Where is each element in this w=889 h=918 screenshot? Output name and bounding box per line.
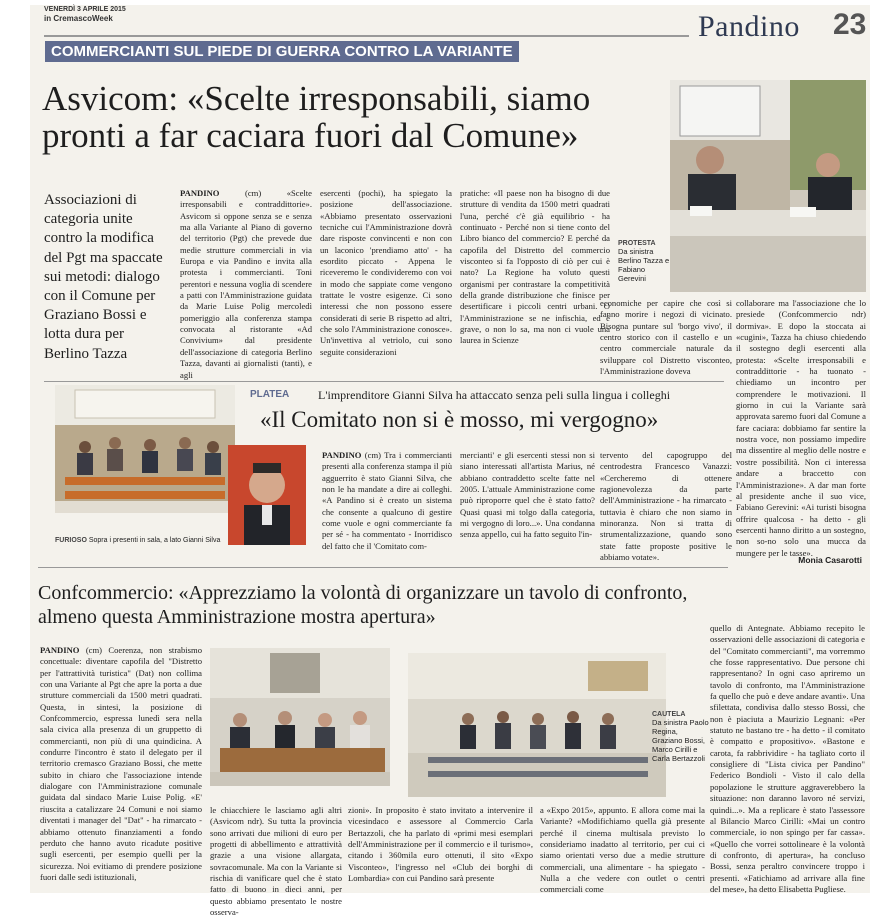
masthead-rule <box>44 35 689 37</box>
story-subhead: L'imprenditore Gianni Silva ha attaccato senza peli sulla lingua i colleghi <box>318 388 671 402</box>
photo-caption-cautela <box>652 711 710 763</box>
author-signature: Monia Casarotti <box>798 555 862 565</box>
caption-text: Sopra i presenti in sala, a lato Gianni Silva <box>88 537 221 544</box>
page-number: 23 <box>833 8 867 41</box>
press-conference-photo <box>670 80 866 292</box>
story-tag: PLATEA <box>250 389 290 400</box>
dateline: PANDINO <box>180 188 220 198</box>
column-text: (cm) Coerenza, non strabismo concettuale: diventare capofila del "Distretto per l'attrattività turistica" (Dat) non collima con una Variante al Pgt che apre la porta a due strutture commerciali da 1500 metri quadrati. Questa, in sintesi, la posizione di Confcommercio, espressa lunedì sera nella sala civica alla presenza di un gruppetto di commercianti, non più di una quindicina. A condurre l'incontro è stato il delegato per il territorio cremasco Graziano Bossi, che mette subito in chiaro che l'associazione intende dialogare con l'Amministrazione comunale guidata dal sindaco Marie Luise Polig. «E' riuscita a catalizzare 24 Comuni e noi siamo diventati i manager del "Dat" - ha rimarcato - abbiamo ottenuto finanziamenti a fondo perduto che hanno avuto ricadute positive sugli esercenti, per esempio quelli per la sicurezza. Noi evitiamo di prendere posizione fuori dalle sedi istituzionali, <box>40 645 202 882</box>
story2-headline: «Il Comitato non si è mosso, mi vergogno» <box>260 407 659 432</box>
article-column: economiche per capire che così si fanno morire i negozi di vicinato. Bisogna puntare sul 'borgo vivo', il centro storico con il castello e un centro commerciale naturale da sviluppare col Distretto visconteo, l'Amministrazione doveva <box>600 298 732 377</box>
dateline: PANDINO <box>322 450 362 460</box>
article-column: quello di Antegnate. Abbiamo recepito le osservazioni delle associazioni di categoria e del "Comitato commercianti", ma vorremmo che fosse rappresentativo. Due persone chi rappresentano? In ogni caso apriremo un tavolo di confronto, ma l'Amministrazione fa quello che può e deve andare avanti». Una sfilettata, condivisa dallo stesso Bossi, che non è piaciuta a Maurizio Legnani: «Per statuto ne bastano tre - ha detto - il comitato è compatto e propositivo». «Bastone e carota, fa rabbrividire - ha tagliato corto il consigliere di "Lista civica per Pandino" Federico Bondioli - Visto il calo della popolazione le strutture aggraverebbero la situazione: non daranno lavoro né servizi, quindi...». Ma a replicare è stato l'assessore al Bilancio Marco Cirilli: «Mai un contro commerciale, io non spingo per far cassa». «Quello che vorrei sottolineare è la volontà di confronto, di apertura», ha concluso Bossi, senza peraltro convincere troppo i presenti. «Fatichiamo ad arrivare alla fine del mese», ha detto Elisabetta Pugliese. <box>710 623 865 894</box>
article-column: collaborare ma l'associazione che lo presiede (Confcommercio ndr) dormiva». E dopo la stoccata ai «cugini», Tazza ha chiuso chiedendo il sostegno degli esercenti alla protesta: «Scelte irresponsabili e contraddittorie - ha tuonato - chiediamo un incontro per comprendere le motivazioni. Il giorno in cui la Variante sarà approvata saremo fuori dal Comune a fare caciara: dobbiamo far sentire la nostra voce, non possiamo impedire ma dissentire al meglio delle nostre e vostre possibilità. Non ci interessa andare a braccetto con l'Amministrazione». A dar man forte al presidente anche il suo vice, Fabiano Gerevini: «Ai turisti bisogna offrire qualcosa - ha detto - gli esercenti hanno diritto a un sostegno, non so-no solo una mucca da mungere per le tasse». <box>736 298 866 558</box>
newspaper-page <box>30 5 870 918</box>
main-headline: Asvicom: «Scelte irresponsabili, siamo pronti a far caciara fuori dal Comune» <box>42 79 591 155</box>
article-column: zioni». In proposito è stato invitato a intervenire il vicesindaco e assessore al Commercio Carla Bertazzoli, che ha parlato di «primi mesi esemplari dell'Amministrazione per il commercio e il turismo», citando i 360mila euro ottenuti, il sito «Expo Visconteo», l'ingresso nel «Club dei borghi di Lombardia» con cui Pandino sarà presente <box>348 805 533 884</box>
kicker: COMMERCIANTI SUL PIEDE DI GUERRA CONTRO LA VARIANTE <box>45 41 519 62</box>
dateline: PANDINO <box>40 645 80 655</box>
caption-label: PROTESTA <box>618 240 656 247</box>
caption-text: Da sinistra Berlino Tazza e Fabiano Gerevini <box>618 247 670 283</box>
story3-headline: Confcommercio: «Apprezziamo la volontà di organizzare un tavolo di confronto, almeno questa Amministrazione mostra apertura» <box>38 582 688 628</box>
article-column <box>322 450 452 560</box>
article-column <box>180 188 312 380</box>
column-text: (cm) «Scelte irresponsabili e contraddittorie». Asvicom si oppone senza se e senza ma alla Variante al Piano di governo del territorio (Pgt) che prevede due medie strutture commerciali in via Europa e via Pandino e invita alla protesta i commercianti. Toni perentori e nessuna voglia di scendere a patti con l'Amministrazione guidata da Marie Luise Polig mercoledì pomeriggio alla conferenza stampa convocata al ristorante «Ad Convivium» dal presidente dell'associazione di categoria Berlino Tazza, davanti ai giornalisti (tanti), e agli <box>180 188 312 380</box>
meeting-table-photo <box>210 648 390 786</box>
article-column: a «Expo 2015», appunto. E allora come mai la Variante? «Modifichiamo quella già presente perché il cinema multisala previsto lo consideriamo inadatto al territorio, per cui ci siamo orientati verso due a medie strutture commerciali, una alimentare - ha spiegato - Nulla a che vedere con outlet o centri commerciali come <box>540 805 705 895</box>
portrait-gianni-silva <box>228 445 306 545</box>
audience-photo <box>55 385 235 513</box>
article-column: mercianti' e gli esercenti stessi non si siano interessati all'artista Marius, né abbiano contraddetto scelte fatte nel 2005. L'attuale Amministrazione come può riproporre quel che è stato fatto? Quasi quasi mi tolgo dalla categoria, mi vergogno di loro...». Una condanna senza appello, cui ha fatto seguito l'in- <box>460 450 595 540</box>
article-column: pratiche: «Il paese non ha bisogno di due strutture di vendita da 1500 metri quadrati l'una, perché c'è già equilibrio - ha continuato - Perché non si tiene conto del Libro bianco del commercio? E perché da capofila del Distretto del commercio visconteo si fa l'opposto di ciò per cui è nato? La Regione ha voluto questi organismi per contrastare la competitività della grande distribuzione che finisce per desertificare i piccoli centri urbani. O l'Amministrazione se ne infischia, ed è grave, o non lo sa, ma non ci vuole una laurea in Scienze <box>460 188 610 346</box>
article-column: esercenti (pochi), ha spiegato la posizione dell'associazione. «Abbiamo presentato osservazioni tecniche cui l'Amministrazione dovrà dare risposte convincenti e non con un laconico 'prendiamo atto' - ha esordito piccato - Appena le riceveremo le condivideremo con voi in modo che sappiate come vengono trattate le vostre esigenze. Ci sono interessi che non possono essere considerati di serie B rispetto ad altri, che solo l'Amministrazione conosce». Un'invettiva al vetriolo, cui sono seguite considerazioni <box>320 188 452 357</box>
caption-label: CAUTELA <box>652 711 686 718</box>
audience-photo-2 <box>408 653 666 797</box>
column-text: (cm) Tra i commercianti presenti alla conferenza stampa il più agguerrito è stato Gianni Silva, che non le ha mandate a dire ai colleghi. «A Pandino si è creato un sistema che consente a qualcuno di gestire come vuole e ogni commerciante fa per sé - ha commentato - Inorridisco del fatto che il 'Comitato com- <box>322 450 452 551</box>
article-column: tervento del capogruppo del centrodestra Francesco Vanazzi: «Cercheremo di ottenere ragionevolezza da parte dell'Amministrazione - ha rimarcato - tuttavia è chiaro che non siamo in minoranza. Non si tratta di strumentalizzazione, quando sono state fatte proposte positive le abbiamo votate». <box>600 450 732 563</box>
caption-text: Da sinistra Paolo Regina, Graziano Bossi, Marco Cirilli e Carla Bertazzoli <box>652 718 709 763</box>
photo-caption-furioso <box>55 537 235 544</box>
article-column <box>40 645 202 890</box>
story-deck: Associazioni di categoria unite contro la modifica del Pgt ma spaccate sui metodi: dialogo con il Comune per Graziano Bossi e lotta dura per Berlino Tazza <box>44 192 163 362</box>
issue-date: VENERDÌ 3 APRILE 2015 <box>44 6 126 13</box>
section-name: Pandino <box>698 10 800 43</box>
article-column: le chiacchiere le lasciamo agli altri (Asvicom ndr). Su tutta la provincia sono arrivati due milioni di euro per progetti di abbellimento e attrattività grazie a una visione allargata, sovracomunale. Ma con la Variante si rischia di vanificare quel che è stato fatto di buono in dieci anni, per questo abbiamo presentato le nostre osserva- <box>210 805 342 918</box>
caption-label: FURIOSO <box>55 537 87 544</box>
photo-caption-protesta <box>618 240 670 283</box>
section-rule <box>44 381 724 382</box>
paper-name: in CremascoWeek <box>44 14 113 23</box>
section-rule <box>38 567 728 568</box>
